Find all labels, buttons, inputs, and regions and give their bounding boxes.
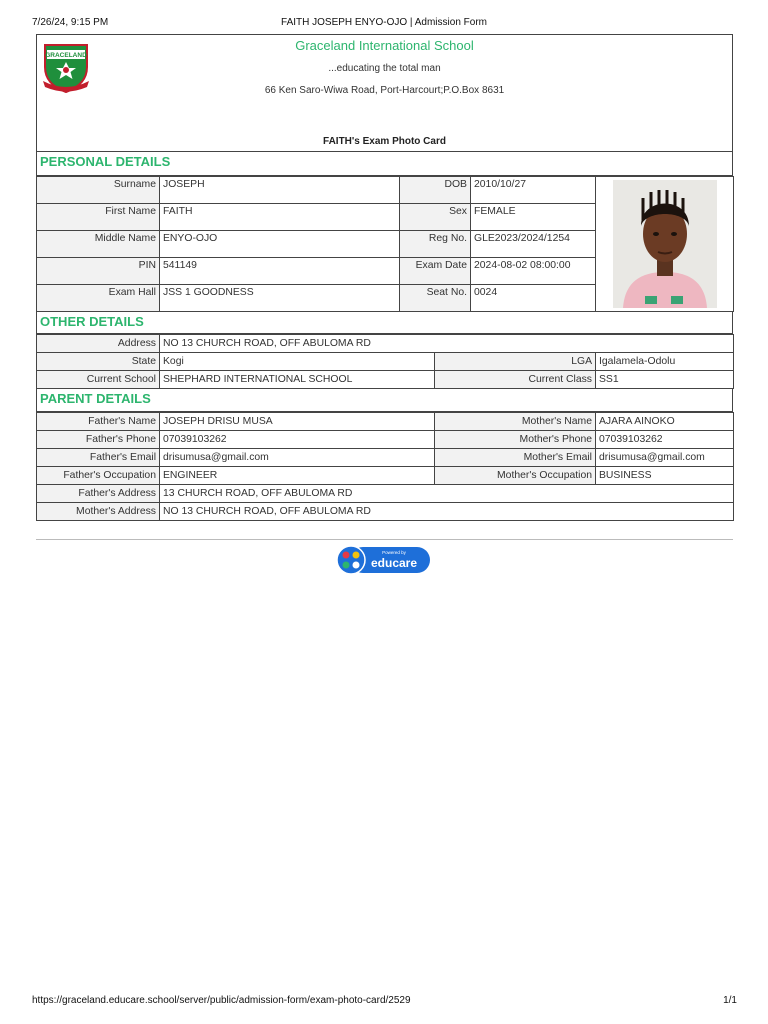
- surname-label: Surname: [37, 177, 160, 204]
- current-school-value: SHEPHARD INTERNATIONAL SCHOOL: [160, 371, 435, 389]
- middle-name-value: ENYO-OJO: [160, 231, 400, 258]
- address-value: NO 13 CHURCH ROAD, OFF ABULOMA RD: [160, 335, 734, 353]
- school-address: 66 Ken Saro-Wiwa Road, Port-Harcourt;P.O.Box 8631: [264, 85, 505, 96]
- school-motto: ...educating the total man: [328, 63, 441, 74]
- table-row: [37, 467, 734, 485]
- card-title: FAITH's Exam Photo Card: [323, 136, 446, 147]
- sex-label: Sex: [400, 204, 471, 231]
- reg-no-value: GLE2023/2024/1254: [471, 231, 596, 258]
- state-value: Kogi: [160, 353, 435, 371]
- father-phone-value: 07039103262: [160, 431, 435, 449]
- mother-name-value: AJARA AINOKO: [596, 413, 734, 431]
- mother-phone-label: Mother's Phone: [435, 431, 596, 449]
- document-title: FAITH JOSEPH ENYO-OJO | Admission Form: [281, 17, 487, 28]
- mother-name-label: Mother's Name: [435, 413, 596, 431]
- educare-brand-text: educare: [370, 556, 418, 570]
- mother-address-label: Mother's Address: [37, 503, 160, 521]
- school-name: Graceland International School: [295, 38, 474, 53]
- address-label: Address: [37, 335, 160, 353]
- pin-value: 541149: [160, 258, 400, 285]
- father-name-value: JOSEPH DRISU MUSA: [160, 413, 435, 431]
- table-row: [37, 177, 734, 204]
- father-occupation-label: Father's Occupation: [37, 467, 160, 485]
- current-school-label: Current School: [37, 371, 160, 389]
- current-class-label: Current Class: [435, 371, 596, 389]
- first-name-label: First Name: [37, 204, 160, 231]
- mother-email-label: Mother's Email: [435, 449, 596, 467]
- mother-phone-value: 07039103262: [596, 431, 734, 449]
- lga-value: Igalamela-Odolu: [596, 353, 734, 371]
- table-row: [37, 353, 734, 371]
- dob-label: DOB: [400, 177, 471, 204]
- mother-occupation-value: BUSINESS: [596, 467, 734, 485]
- table-row: [37, 371, 734, 389]
- personal-details-table: [36, 176, 734, 312]
- father-occupation-value: ENGINEER: [160, 467, 435, 485]
- exam-photo-card: [36, 34, 733, 521]
- parent-details-heading: PARENT DETAILS: [36, 389, 733, 412]
- father-email-value: drisumusa@gmail.com: [160, 449, 435, 467]
- mother-occupation-label: Mother's Occupation: [435, 467, 596, 485]
- logo-text: GRACELAND: [45, 52, 87, 59]
- other-details-table: [36, 334, 734, 389]
- sex-value: FEMALE: [471, 204, 596, 231]
- photo-cell: [596, 177, 734, 312]
- current-class-value: SS1: [596, 371, 734, 389]
- father-address-value: 13 CHURCH ROAD, OFF ABULOMA RD: [160, 485, 734, 503]
- student-photo: [613, 180, 717, 308]
- state-label: State: [37, 353, 160, 371]
- personal-details-heading: PERSONAL DETAILS: [36, 152, 733, 176]
- father-name-label: Father's Name: [37, 413, 160, 431]
- exam-hall-label: Exam Hall: [37, 285, 160, 312]
- pin-label: PIN: [37, 258, 160, 285]
- first-name-value: FAITH: [160, 204, 400, 231]
- middle-name-label: Middle Name: [37, 231, 160, 258]
- school-header: [36, 34, 733, 152]
- parent-details-table: [36, 412, 734, 521]
- reg-no-label: Reg No.: [400, 231, 471, 258]
- table-row: [37, 335, 734, 353]
- lga-label: LGA: [435, 353, 596, 371]
- exam-date-value: 2024-08-02 08:00:00: [471, 258, 596, 285]
- other-details-heading: OTHER DETAILS: [36, 312, 733, 334]
- print-timestamp: 7/26/24, 9:15 PM: [32, 17, 109, 28]
- mother-address-value: NO 13 CHURCH ROAD, OFF ABULOMA RD: [160, 503, 734, 521]
- father-phone-label: Father's Phone: [37, 431, 160, 449]
- exam-date-label: Exam Date: [400, 258, 471, 285]
- surname-value: JOSEPH: [160, 177, 400, 204]
- page-url: https://graceland.educare.school/server/public/admission-form/exam-photo-card/2529: [32, 995, 411, 1006]
- table-row: [37, 431, 734, 449]
- table-row: [37, 413, 734, 431]
- dob-value: 2010/10/27: [471, 177, 596, 204]
- seat-no-label: Seat No.: [400, 285, 471, 312]
- father-address-label: Father's Address: [37, 485, 160, 503]
- mother-email-value: drisumusa@gmail.com: [596, 449, 734, 467]
- table-row: [37, 449, 734, 467]
- page-number: 1/1: [723, 995, 737, 1006]
- divider: [36, 539, 733, 540]
- seat-no-value: 0024: [471, 285, 596, 312]
- educare-logo-icon: [336, 543, 432, 577]
- table-row: [37, 503, 734, 521]
- powered-by-text: Powered by: [382, 550, 406, 555]
- table-row: [37, 485, 734, 503]
- exam-hall-value: JSS 1 GOODNESS: [160, 285, 400, 312]
- father-email-label: Father's Email: [37, 449, 160, 467]
